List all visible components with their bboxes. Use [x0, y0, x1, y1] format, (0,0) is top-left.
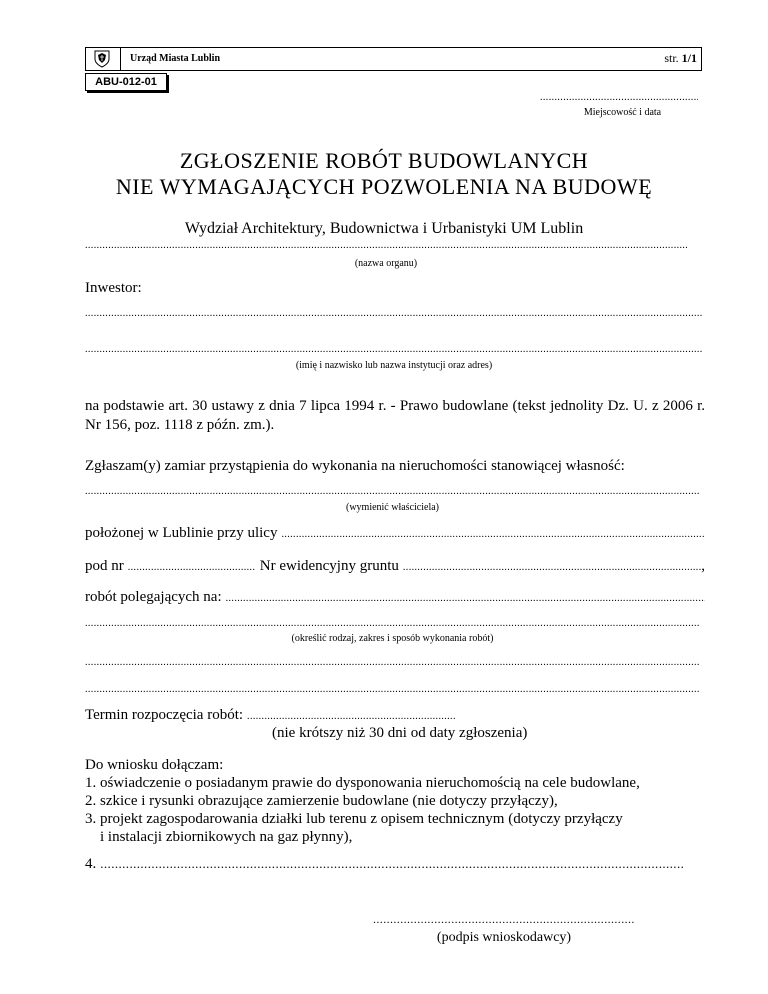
plot-field[interactable] — [403, 562, 701, 574]
investor-field-line1[interactable] — [85, 308, 703, 320]
page-prefix: str. — [664, 51, 682, 65]
works-field-line3[interactable] — [85, 657, 700, 669]
works-field-line4[interactable] — [85, 684, 700, 696]
owner-field[interactable] — [85, 486, 700, 498]
street-field[interactable] — [281, 529, 705, 541]
authority-caption: (nazwa organu) — [354, 258, 418, 269]
start-row — [85, 707, 705, 724]
investor-label: Inwestor: — [85, 280, 142, 296]
office-name: Urząd Miasta Lublin — [130, 53, 221, 64]
number-field[interactable] — [128, 562, 256, 574]
start-field[interactable] — [247, 711, 455, 723]
attachment-4-row — [85, 856, 685, 873]
page-value: 1/1 — [681, 51, 697, 65]
signature-caption: (podpis wnioskodawcy) — [436, 930, 572, 945]
document-header — [85, 47, 702, 71]
document-title-line2: NIE WYMAGAJĄCYCH POZWOLENIA NA BUDOWĘ — [115, 174, 653, 199]
number-row — [85, 558, 705, 575]
page-number — [664, 51, 697, 66]
works-field-line2[interactable] — [85, 618, 700, 630]
attachment-4-field[interactable] — [100, 856, 685, 871]
signature-field[interactable] — [373, 912, 635, 926]
declaration-text: Zgłaszam(y) zamiar przystąpienia do wykonania na nieruchomości stanowiącej własność: — [85, 458, 625, 474]
place-date-field[interactable] — [540, 92, 698, 104]
form-code-badge: ABU-012-01 — [85, 73, 167, 91]
street-label: położonej w Lublinie przy ulicy — [85, 525, 278, 541]
works-row — [85, 589, 705, 606]
attachment-item: 2. szkice i rysunki obrazujące zamierzenie budowlane (nie dotyczy przyłączy), — [85, 793, 558, 809]
plot-label: Nr ewidencyjny gruntu — [259, 558, 399, 574]
place-date-label: Miejscowość i data — [583, 107, 662, 118]
attachment-4-label: 4. — [85, 856, 97, 872]
attachment-item: 1. oświadczenie o posiadanym prawie do dysponowania nieruchomością na cele budowlane, — [85, 775, 640, 791]
owner-caption: (wymienić właściciela) — [345, 502, 439, 513]
works-field-line1[interactable] — [226, 593, 705, 605]
number-label: pod nr — [85, 558, 124, 574]
document-title-line1: ZGŁOSZENIE ROBÓT BUDOWLANYCH — [179, 148, 589, 173]
works-caption: (określić rodzaj, zakres i sposób wykonania robót) — [291, 633, 494, 644]
investor-caption: (imię i nazwisko lub nazwa instytucji oraz adres) — [295, 360, 493, 371]
attachment-item: i instalacji zbiornikowych na gaz płynny), — [100, 829, 353, 845]
attachment-item: 3. projekt zagospodarowania działki lub terenu z opisem technicznym (dotyczy przyłączy — [85, 811, 623, 827]
legal-basis-text: na podstawie art. 30 ustawy z dnia 7 lipca 1994 r. - Prawo budowlane (tekst jednolity Dz. U. z 2006 r. Nr 156, poz. 1118 z późn. zm.). — [85, 398, 705, 433]
start-caption: (nie krótszy niż 30 dni od daty zgłoszenia) — [272, 725, 528, 741]
header-divider — [120, 48, 121, 70]
city-coat-of-arms-icon — [94, 50, 110, 68]
works-label: robót polegających na: — [85, 589, 222, 605]
authority-field[interactable] — [85, 240, 687, 252]
plot-suffix: , — [701, 558, 705, 574]
start-label: Termin rozpoczęcia robót: — [85, 707, 244, 723]
investor-field-line2[interactable] — [85, 344, 703, 356]
street-row — [85, 525, 705, 542]
authority-name: Wydział Architektury, Budownictwa i Urbanistyki UM Lublin — [184, 220, 584, 237]
attachments-title: Do wniosku dołączam: — [85, 757, 224, 773]
